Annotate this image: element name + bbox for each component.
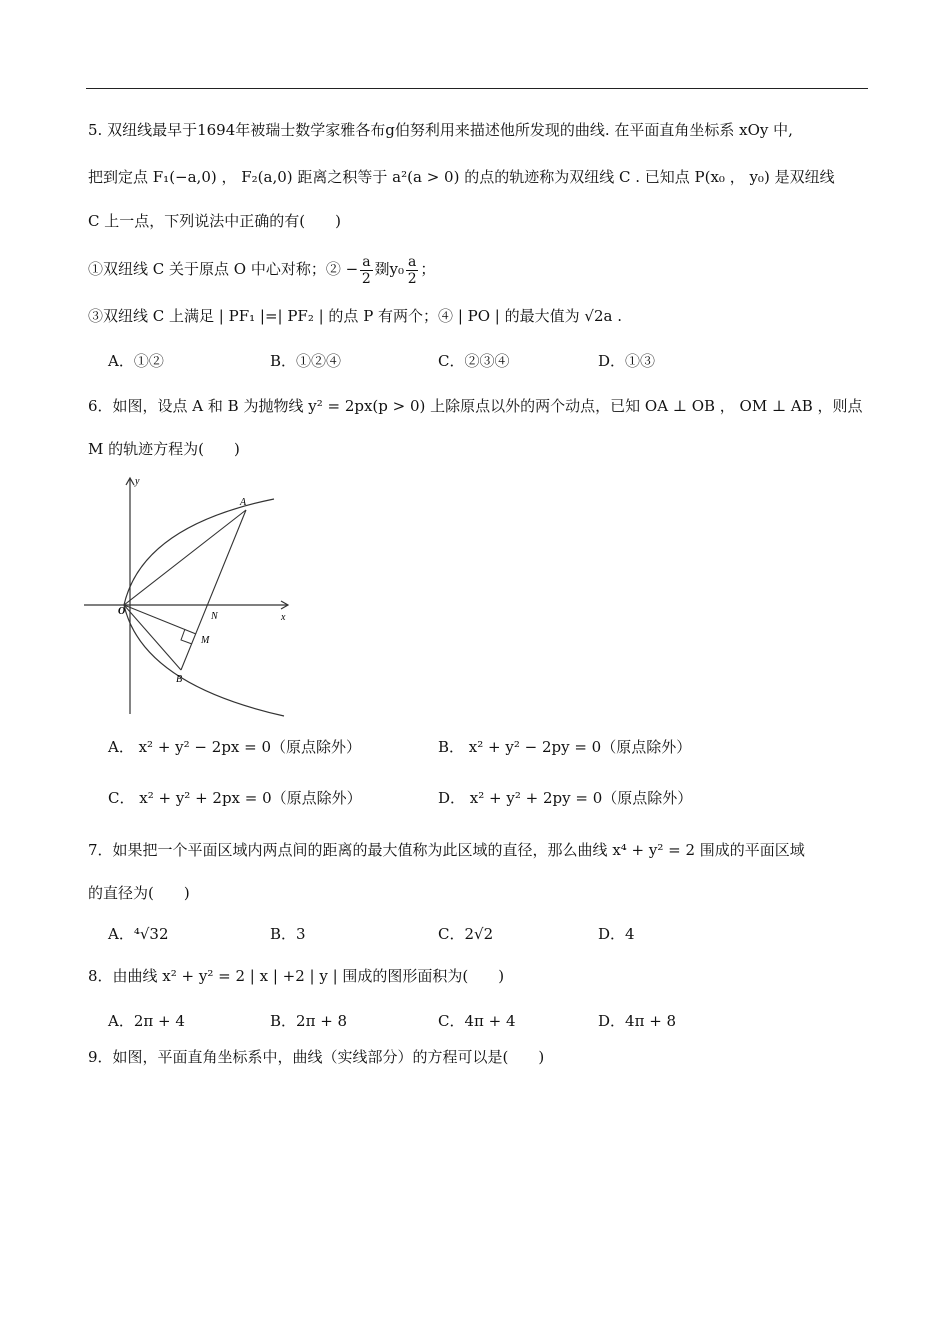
q5-line-4	[88, 252, 435, 287]
q5-fraction-1-numerator: a	[362, 253, 371, 270]
q5-line-2: 把到定点 F₁(−a,0) ， F₂(a,0) 距离之积等于 a²(a > 0) 的点的轨迹称为双纽线 C . 已知点 P(x₀ ， y₀) 是双纽线	[88, 168, 835, 186]
q5-line-4-text-b: 剟y₀	[374, 260, 405, 278]
q6-option-c: C． x² + y² + 2px = 0（原点除外）	[108, 789, 362, 807]
q5-fraction-1	[360, 254, 372, 287]
q5-line-4-text-a: ①双纽线 C 关于原点 O 中心对称；② −	[88, 260, 359, 278]
label-a: A	[240, 497, 247, 508]
q6-option-b: B． x² + y² − 2py = 0（原点除外）	[438, 738, 692, 756]
q7-line-2: 的直径为( )	[88, 884, 190, 902]
q6-option-d: D． x² + y² + 2py = 0（原点除外）	[438, 789, 693, 807]
label-x: x	[281, 612, 286, 623]
label-n: N	[211, 611, 218, 622]
q5-option-b: B．①②④	[270, 352, 342, 370]
q5-fraction-2-numerator: a	[408, 253, 417, 270]
segment-oa	[124, 510, 246, 605]
parabola-curve	[124, 499, 284, 716]
q5-line-5: ③双纽线 C 上满足 | PF₁ |=| PF₂ | 的点 P 有两个；④ | PO | 的最大值为 √2a .	[88, 307, 622, 325]
q8-line-1: 8．由曲线 x² + y² = 2 | x | +2 | y | 围成的图形面积为( )	[88, 967, 505, 985]
parabola-figure	[84, 474, 294, 720]
q7-option-a: A．⁴√32	[108, 925, 169, 943]
q8-option-d: D．4π + 8	[598, 1012, 677, 1030]
q6-option-a: A． x² + y² − 2px = 0（原点除外）	[108, 738, 362, 756]
q6-line-1: 6．如图，设点 A 和 B 为抛物线 y² = 2px(p > 0) 上除原点以外的两个动点，已知 OA ⊥ OB ， OM ⊥ AB ，则点	[88, 397, 863, 415]
q5-line-1: 5. 双纽线最早于1694年被瑞士数学家雅各布g伯努利用来描述他所发现的曲线. 在平面直角坐标系 xOy 中,	[88, 121, 793, 139]
q8-option-c: C．4π + 4	[438, 1012, 516, 1030]
q5-option-c: C．②③④	[438, 352, 510, 370]
q5-fraction-2-denominator: 2	[407, 270, 417, 287]
q5-option-a: A．①②	[108, 352, 164, 370]
q5-line-3: C 上一点，下列说法中正确的有( )	[88, 212, 341, 230]
q9-line-1: 9．如图，平面直角坐标系中，曲线（实线部分）的方程可以是( )	[88, 1048, 545, 1066]
q7-option-c: C．2√2	[438, 925, 494, 943]
header-rule	[86, 88, 868, 89]
segment-ab	[181, 510, 246, 670]
label-b: B	[176, 674, 183, 685]
q7-option-d: D．4	[598, 925, 635, 943]
q8-option-a: A．2π + 4	[108, 1012, 185, 1030]
q5-line-4-text-c: ；	[420, 260, 436, 278]
q7-line-1: 7．如果把一个平面区域内两点间的距离的最大值称为此区域的直径，那么曲线 x⁴ + y² = 2 围成的平面区域	[88, 841, 805, 859]
q8-option-b: B．2π + 8	[270, 1012, 348, 1030]
label-o: O	[118, 606, 126, 617]
q5-option-d: D．①③	[598, 352, 656, 370]
q5-fraction-1-denominator: 2	[361, 270, 371, 287]
label-y: y	[135, 476, 140, 487]
q7-option-b: B．3	[270, 925, 306, 943]
label-m: M	[201, 635, 210, 646]
q5-fraction-2	[406, 254, 418, 287]
segment-ob	[124, 605, 181, 670]
q6-line-2: M 的轨迹方程为( )	[88, 440, 240, 458]
